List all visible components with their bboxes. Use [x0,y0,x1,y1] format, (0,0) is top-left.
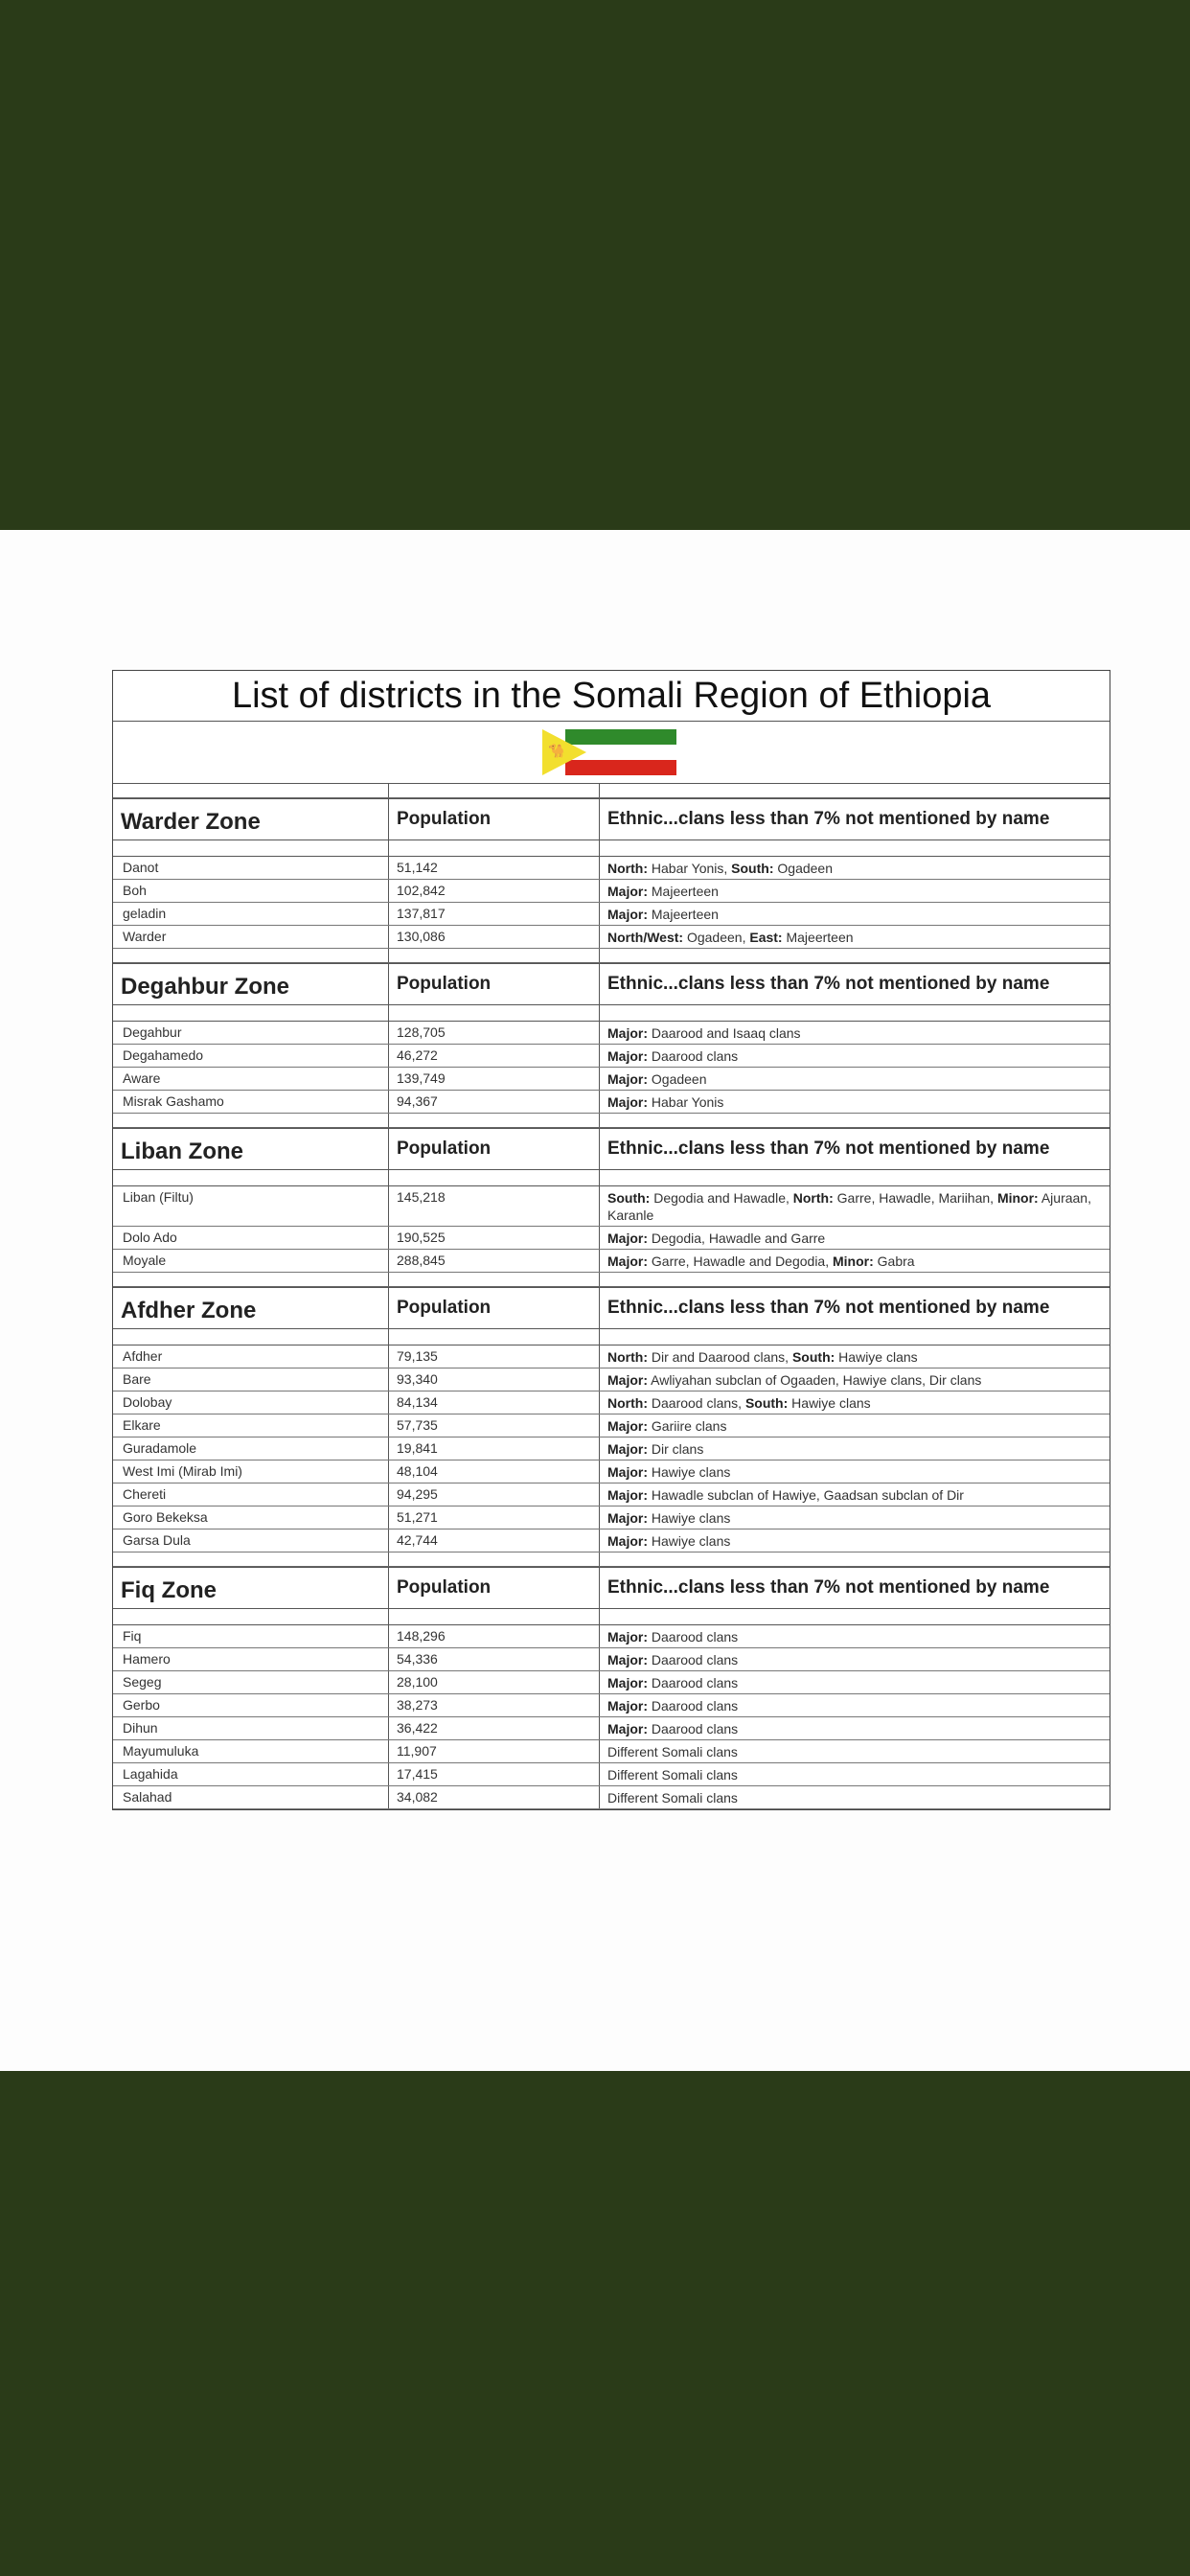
district-ethnic: Major: Daarood clans [607,1675,739,1690]
district-name: Misrak Gashamo [123,1093,224,1109]
column-divider [599,1129,600,1169]
ethnic-header: Ethnic...clans less than 7% not mentioned by name [607,809,1050,829]
table-row [113,1346,1110,1368]
column-divider [599,926,600,948]
ethnic-label: Minor: [833,1254,874,1269]
column-divider [599,1005,600,1021]
ethnic-label: South: [731,861,774,876]
district-population: 79,135 [397,1348,438,1364]
district-ethnic: North: Habar Yonis, South: Ogadeen [607,861,833,876]
district-name: geladin [123,906,167,921]
spacer-row [113,784,1110,798]
column-divider [599,1506,600,1529]
districts-table [112,670,1110,1810]
district-ethnic: Different Somali clans [607,1767,738,1782]
district-name: Degahamedo [123,1047,204,1063]
district-population: 19,841 [397,1440,438,1456]
column-divider [388,1346,389,1368]
ethnic-label: Major: [607,1675,648,1690]
district-name: Boh [123,883,147,898]
column-divider [388,903,389,925]
ethnic-label: Major: [607,884,648,899]
column-divider [599,1288,600,1328]
district-name: Mayumuluka [123,1743,199,1759]
ethnic-label: Major: [607,1094,648,1110]
population-header: Population [397,974,492,994]
table-row [113,1438,1110,1460]
district-population: 288,845 [397,1253,446,1268]
column-divider [599,1329,600,1345]
zone-name: Fiq Zone [121,1577,217,1603]
district-ethnic: Different Somali clans [607,1790,738,1806]
zone-name: Warder Zone [121,809,261,835]
district-population: 38,273 [397,1697,438,1713]
district-ethnic: Major: Habar Yonis [607,1094,724,1110]
column-divider [599,1045,600,1067]
column-divider [599,1671,600,1693]
column-divider [599,1346,600,1368]
column-divider [599,1170,600,1185]
zone-name: Degahbur Zone [121,974,290,1000]
table-row [113,1227,1110,1250]
column-divider [388,1530,389,1552]
district-ethnic: Major: Degodia, Hawadle and Garre [607,1230,826,1246]
document-image [0,530,1190,2071]
table-row [113,1648,1110,1671]
column-divider [388,1460,389,1483]
column-divider [599,1414,600,1437]
district-ethnic: Major: Daarood clans [607,1629,739,1644]
column-divider [599,1740,600,1762]
column-divider [388,1506,389,1529]
page-title: List of districts in the Somali Region of Ethiopia [113,671,1110,722]
zone-name: Afdher Zone [121,1298,257,1323]
district-population: 84,134 [397,1394,438,1410]
column-divider [388,1227,389,1249]
column-divider [388,1368,389,1391]
ethnic-label: Major: [607,1533,648,1549]
district-population: 148,296 [397,1628,446,1644]
table-row [113,1763,1110,1786]
district-population: 94,295 [397,1486,438,1502]
ethnic-label: Major: [607,1629,648,1644]
column-divider [388,1694,389,1716]
population-header: Population [397,1138,492,1159]
district-population: 48,104 [397,1463,438,1479]
column-divider [599,1091,600,1113]
table-row [113,857,1110,880]
district-name: Salahad [123,1789,172,1805]
column-divider [388,1414,389,1437]
ethnic-label: North: [607,1349,648,1365]
table-row [113,1368,1110,1392]
table-row [113,1414,1110,1438]
district-name: Fiq [123,1628,142,1644]
district-name: Aware [123,1070,161,1086]
column-divider [388,1552,389,1566]
district-name: Danot [123,860,159,875]
column-divider [599,964,600,1004]
district-population: 130,086 [397,929,446,944]
column-divider [599,1648,600,1670]
column-divider [388,1740,389,1762]
column-divider [388,1717,389,1739]
gap-row [113,840,1110,857]
district-ethnic: Major: Daarood clans [607,1048,739,1064]
column-divider [599,1438,600,1460]
zone-name: Liban Zone [121,1138,243,1164]
ethnic-label: East: [749,930,783,945]
district-population: 17,415 [397,1766,438,1782]
district-population: 46,272 [397,1047,438,1063]
column-divider [388,784,389,797]
table-row [113,1694,1110,1717]
district-name: Liban (Filtu) [123,1189,194,1205]
column-divider [388,1068,389,1090]
district-population: 128,705 [397,1024,446,1040]
ethnic-label: Major: [607,1372,648,1388]
district-name: Segeg [123,1674,162,1690]
ethnic-label: Major: [607,1254,648,1269]
column-divider [599,1609,600,1624]
column-divider [599,949,600,962]
district-ethnic: Major: Dir clans [607,1441,704,1457]
column-divider [599,1552,600,1566]
district-population: 57,735 [397,1417,438,1433]
district-ethnic: Major: Hawiye clans [607,1464,731,1480]
ethnic-header: Ethnic...clans less than 7% not mentioned by name [607,1577,1050,1598]
column-divider [388,1045,389,1067]
ethnic-label: Major: [607,1025,648,1041]
column-divider [388,949,389,962]
district-name: Dolo Ado [123,1230,177,1245]
district-population: 190,525 [397,1230,446,1245]
table-row [113,1625,1110,1648]
table-row [113,1717,1110,1740]
district-name: Moyale [123,1253,167,1268]
ethnic-label: South: [607,1190,651,1206]
ethnic-label: Major: [607,1441,648,1457]
district-ethnic: Major: Daarood clans [607,1698,739,1714]
column-divider [599,1694,600,1716]
table-row [113,926,1110,949]
column-divider [599,1114,600,1127]
gap-row [113,1005,1110,1022]
gap-row [113,1609,1110,1625]
ethnic-label: South: [791,1349,835,1365]
table-row [113,1250,1110,1273]
column-divider [599,1227,600,1249]
column-divider [599,1530,600,1552]
column-divider [599,1625,600,1647]
district-population: 34,082 [397,1789,438,1805]
district-name: West Imi (Mirab Imi) [123,1463,242,1479]
zone-header [113,798,1110,840]
district-name: Garsa Dula [123,1532,191,1548]
column-divider [388,1392,389,1414]
column-divider [599,1368,600,1391]
ethnic-label: Major: [607,1698,648,1714]
bottom-background-band [0,2071,1190,2576]
ethnic-label: Major: [607,1230,648,1246]
district-name: Dihun [123,1720,158,1736]
district-ethnic: Major: Hawiye clans [607,1533,731,1549]
district-population: 51,142 [397,860,438,875]
column-divider [599,1568,600,1608]
ethnic-label: Major: [607,1071,648,1087]
flag-row [113,722,1110,784]
ethnic-label: North: [607,1395,648,1411]
table-row [113,903,1110,926]
district-ethnic: Major: Garre, Hawadle and Degodia, Minor: Gabra [607,1254,915,1269]
table-row [113,1068,1110,1091]
table-row [113,1091,1110,1114]
district-population: 11,907 [397,1743,437,1759]
column-divider [388,1648,389,1670]
zones-container [113,784,1110,1809]
district-name: Afdher [123,1348,163,1364]
column-divider [388,1022,389,1044]
table-row [113,1186,1110,1227]
district-population: 137,817 [397,906,446,921]
district-ethnic: Major: Hawiye clans [607,1510,731,1526]
district-name: Guradamole [123,1440,197,1456]
table-row [113,1506,1110,1530]
gap-row [113,1170,1110,1186]
column-divider [388,1484,389,1506]
column-divider [599,880,600,902]
ethnic-label: South: [744,1395,789,1411]
district-ethnic: Major: Majeerteen [607,884,719,899]
district-ethnic: Major: Daarood and Isaaq clans [607,1025,801,1041]
district-ethnic: Different Somali clans [607,1744,738,1760]
ethnic-label: North: [607,861,648,876]
district-ethnic: Major: Ogadeen [607,1071,707,1087]
column-divider [388,1005,389,1021]
district-ethnic: North: Daarood clans, South: Hawiye clans [607,1395,871,1411]
zone-header [113,963,1110,1005]
column-divider [599,1786,600,1808]
table-row [113,1740,1110,1763]
column-divider [388,1186,389,1226]
column-divider [599,1392,600,1414]
ethnic-label: North/West: [607,930,684,945]
district-ethnic: Major: Hawadle subclan of Hawiye, Gaadsan subclan of Dir [607,1487,964,1503]
ethnic-header: Ethnic...clans less than 7% not mentioned by name [607,1138,1050,1159]
table-row [113,1460,1110,1484]
column-divider [599,1250,600,1272]
column-divider [599,1186,600,1226]
district-ethnic: Major: Majeerteen [607,907,719,922]
column-divider [388,926,389,948]
column-divider [388,1091,389,1113]
column-divider [388,1568,389,1608]
column-divider [388,1170,389,1185]
district-ethnic: Major: Awliyahan subclan of Ogaaden, Hawiye clans, Dir clans [607,1372,982,1388]
district-population: 36,422 [397,1720,438,1736]
column-divider [599,903,600,925]
column-divider [599,1068,600,1090]
ethnic-label: Major: [607,907,648,922]
district-ethnic: South: Degodia and Hawadle, North: Garre, Hawadle, Mariihan, Minor: Ajuraan, Karanle [607,1190,1091,1223]
table-row [113,1671,1110,1694]
column-divider [388,880,389,902]
column-divider [388,1671,389,1693]
spacer-row [113,1552,1110,1567]
ethnic-header: Ethnic...clans less than 7% not mentioned by name [607,974,1050,994]
column-divider [388,857,389,879]
column-divider [388,1329,389,1345]
district-name: Dolobay [123,1394,172,1410]
somali-region-flag-icon: 🐪 [542,727,676,785]
ethnic-label: Major: [607,1487,648,1503]
population-header: Population [397,1577,492,1598]
column-divider [599,1022,600,1044]
gap-row [113,1329,1110,1346]
district-population: 139,749 [397,1070,446,1086]
column-divider [388,1250,389,1272]
district-population: 93,340 [397,1371,438,1387]
table-row [113,1022,1110,1045]
table-row [113,1786,1110,1809]
table-row [113,880,1110,903]
table-row [113,1045,1110,1068]
top-background-band [0,0,1190,530]
column-divider [388,1273,389,1286]
district-name: Hamero [123,1651,171,1667]
district-population: 102,842 [397,883,446,898]
spacer-row [113,949,1110,963]
column-divider [599,784,600,797]
district-name: Elkare [123,1417,161,1433]
column-divider [388,799,389,840]
district-population: 42,744 [397,1532,438,1548]
column-divider [599,1273,600,1286]
district-name: Warder [123,929,167,944]
district-name: Lagahida [123,1766,178,1782]
district-ethnic: Major: Gariire clans [607,1418,727,1434]
column-divider [388,840,389,856]
ethnic-label: North: [792,1190,834,1206]
district-population: 51,271 [397,1509,438,1525]
district-ethnic: North/West: Ogadeen, East: Majeerteen [607,930,854,945]
population-header: Population [397,1298,492,1318]
spacer-row [113,1114,1110,1128]
district-population: 94,367 [397,1093,438,1109]
column-divider [599,1484,600,1506]
ethnic-label: Major: [607,1048,648,1064]
district-name: Chereti [123,1486,167,1502]
ethnic-label: Minor: [996,1190,1039,1206]
district-ethnic: Major: Daarood clans [607,1652,739,1668]
table-row [113,1484,1110,1506]
column-divider [599,799,600,840]
zone-header [113,1567,1110,1609]
column-divider [388,1609,389,1624]
column-divider [388,1786,389,1808]
column-divider [599,840,600,856]
column-divider [388,1625,389,1647]
column-divider [599,1460,600,1483]
zone-header [113,1128,1110,1170]
spacer-row [113,1273,1110,1287]
column-divider [388,964,389,1004]
column-divider [388,1763,389,1785]
district-name: Degahbur [123,1024,182,1040]
column-divider [388,1288,389,1328]
column-divider [599,1717,600,1739]
zone-header [113,1287,1110,1329]
ethnic-label: Major: [607,1418,648,1434]
district-population: 145,218 [397,1189,446,1205]
column-divider [388,1114,389,1127]
column-divider [388,1438,389,1460]
table-row [113,1530,1110,1552]
ethnic-label: Major: [607,1721,648,1736]
district-name: Gerbo [123,1697,160,1713]
column-divider [388,1129,389,1169]
district-name: Goro Bekeksa [123,1509,208,1525]
population-header: Population [397,809,492,829]
column-divider [599,857,600,879]
column-divider [599,1763,600,1785]
district-population: 54,336 [397,1651,438,1667]
district-population: 28,100 [397,1674,438,1690]
district-ethnic: Major: Daarood clans [607,1721,739,1736]
district-name: Bare [123,1371,151,1387]
ethnic-label: Major: [607,1652,648,1668]
table-row [113,1392,1110,1414]
ethnic-header: Ethnic...clans less than 7% not mentioned by name [607,1298,1050,1318]
ethnic-label: Major: [607,1464,648,1480]
ethnic-label: Major: [607,1510,648,1526]
district-ethnic: North: Dir and Daarood clans, South: Hawiye clans [607,1349,918,1365]
